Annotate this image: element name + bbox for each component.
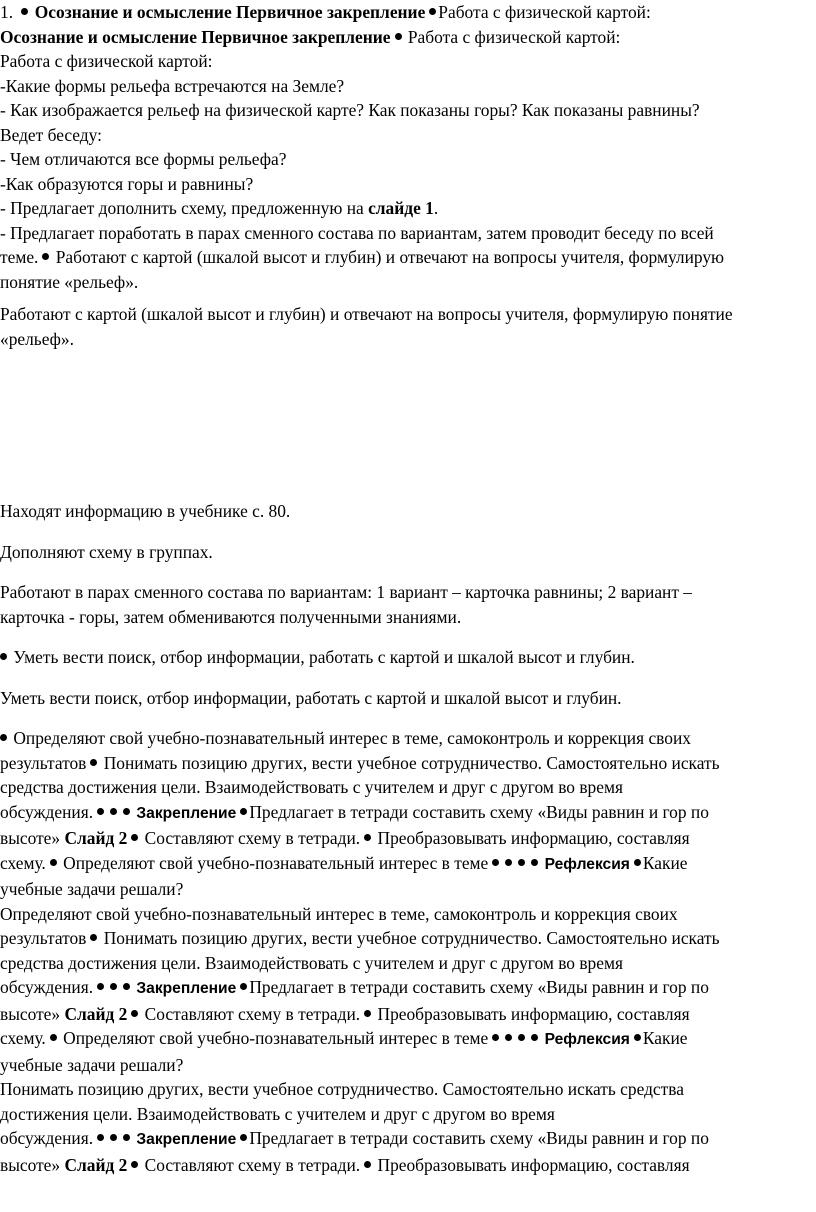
text: Преобразовывать информацию, составляя <box>373 828 690 848</box>
bold-text: Закрепление <box>136 980 237 997</box>
text: Предлагает в тетради составить схему «Виды равнин и гор по <box>249 801 709 822</box>
text: Определяют свой учебно-познавательный интерес в теме, самоконтроль и коррекция своих <box>9 728 691 748</box>
line: Понимать позицию других, вести учебное сотрудничество. Самостоятельно искать средства <box>0 1079 684 1099</box>
bullet-icon <box>505 859 512 866</box>
bullet-icon <box>123 983 130 990</box>
line: Работа с физической картой: <box>0 51 213 71</box>
text: теме. <box>0 247 39 267</box>
line <box>0 1002 808 1027</box>
bullet-icon <box>131 834 138 841</box>
bullet-icon <box>90 934 97 941</box>
line: достижения цели. Взаимодействовать с учителем и друг с другом во время <box>0 1103 555 1124</box>
bullet-icon <box>634 1034 641 1041</box>
text: схему. <box>0 1028 46 1048</box>
bullet-icon <box>97 1134 104 1141</box>
bullet-icon <box>531 1034 538 1041</box>
bold-text: Рефлексия <box>544 1031 630 1048</box>
line: карточка - горы, затем обмениваются полученными знаниями. <box>0 606 462 627</box>
line: средства достижения цели. Взаимодействовать с учителем и друг с другом во время <box>0 952 623 973</box>
text: Предлагает в тетради составить схему «Виды равнин и гор по <box>249 977 709 997</box>
bullet-icon <box>531 859 538 866</box>
bullet-icon <box>123 1134 130 1141</box>
line <box>0 800 808 827</box>
bold-text: Рефлексия <box>544 855 630 873</box>
bullet-icon <box>240 1134 247 1141</box>
bullet-icon <box>395 33 402 40</box>
bullet-icon <box>97 808 104 815</box>
text: Составляют схему в тетради. <box>140 828 361 848</box>
bold-text: Закрепление <box>136 1131 237 1148</box>
text: Определяют свой учебно-познавательный интерес в теме <box>58 852 489 873</box>
line: учебные задачи решали? <box>0 1054 184 1075</box>
text: Предлагает в тетради составить схему «Виды равнин и гор по <box>249 1128 709 1148</box>
bullet-icon <box>50 1034 57 1041</box>
bold-text: Слайд 2 <box>64 1154 128 1175</box>
list-number: 1. <box>0 2 14 22</box>
text: схему. <box>0 852 46 873</box>
bullet-icon <box>518 859 525 866</box>
bullet-icon <box>131 1010 138 1017</box>
line: Уметь вести поиск, отбор информации, работать с картой и шкалой высот и глубин. <box>0 687 622 708</box>
line: -Какие формы рельефа встречаются на Земле? <box>0 75 345 96</box>
bullet-icon <box>492 859 499 866</box>
line <box>0 645 808 670</box>
line: Дополняют схему в группах. <box>0 541 213 562</box>
text: Определяют свой учебно-познавательный интерес в теме <box>58 1028 489 1048</box>
bullet-icon <box>90 759 97 766</box>
bold-text: Слайд 2 <box>64 1003 128 1024</box>
bullet-icon <box>123 808 130 815</box>
line: - Чем отличаются все формы рельефа? <box>0 149 287 169</box>
text: высоте» <box>0 1003 65 1024</box>
line <box>0 245 808 270</box>
bullet-icon <box>240 808 247 815</box>
text: Работа с физической картой: <box>403 26 621 47</box>
line: - Предлагает поработать в парах сменного состава по вариантам, затем проводит беседу по всей <box>0 222 714 243</box>
line <box>0 926 808 951</box>
line <box>0 726 808 751</box>
text: Понимать позицию других, вести учебное сотрудничество. Самостоятельно искать <box>99 928 720 948</box>
text: Преобразовывать информацию, составляя <box>373 1003 690 1024</box>
line: понятие «рельеф». <box>0 271 139 292</box>
bullet-icon <box>492 1034 499 1041</box>
bullet-icon <box>429 8 436 15</box>
text: - Предлагает дополнить схему, предложенную на <box>0 198 369 218</box>
bullet-icon <box>364 1161 371 1168</box>
text: обсуждения. <box>0 977 94 997</box>
bullet-icon <box>364 1010 371 1017</box>
line: Работают в парах сменного состава по вариантам: 1 вариант – карточка равнины; 2 вариант – <box>0 582 692 602</box>
line: Находят информацию в учебнике с. 80. <box>0 501 291 521</box>
line: «рельеф». <box>0 328 74 349</box>
text: высоте» <box>0 828 65 848</box>
line <box>0 751 808 776</box>
line: - Как изображается рельеф на физической карте? Как показаны горы? Как показаны равнины? <box>0 100 700 120</box>
text: . <box>433 198 439 218</box>
text: Работают с картой (шкалой высот и глубин) и отвечают на вопросы учителя, формулирую <box>51 247 725 267</box>
line <box>0 1153 808 1178</box>
text: высоте» <box>0 1154 65 1175</box>
bullet-icon <box>240 983 247 990</box>
text: Уметь вести поиск, отбор информации, работать с картой и шкалой высот и глубин. <box>9 647 635 667</box>
bullet-icon <box>110 808 117 815</box>
line <box>0 196 808 221</box>
bullet-icon <box>110 1134 117 1141</box>
text: обсуждения. <box>0 801 94 822</box>
bullet-icon <box>110 983 117 990</box>
line <box>0 826 808 851</box>
text: результатов <box>0 752 87 773</box>
line: -Как образуются горы и равнины? <box>0 173 254 194</box>
line: Ведет беседу: <box>0 124 102 145</box>
line <box>0 25 808 50</box>
bullet-icon <box>131 1161 138 1168</box>
bullet-icon <box>364 834 371 841</box>
text: Составляют схему в тетради. <box>140 1154 361 1175</box>
text: Составляют схему в тетради. <box>140 1003 361 1024</box>
line: средства достижения цели. Взаимодействовать с учителем и друг с другом во время <box>0 777 623 797</box>
line <box>0 1126 808 1153</box>
bullet-icon <box>505 1034 512 1041</box>
bullet-icon <box>42 253 49 260</box>
text: обсуждения. <box>0 1128 94 1148</box>
bold-text: слайде 1 <box>368 198 434 218</box>
line <box>0 975 808 1002</box>
bold-text: Осознание и осмысление Первичное закрепление <box>34 2 426 22</box>
text: результатов <box>0 928 87 948</box>
line: учебные задачи решали? <box>0 879 184 899</box>
line: Работают с картой (шкалой высот и глубин) и отвечают на вопросы учителя, формулирую понятие <box>0 304 733 324</box>
bold-text: Осознание и осмысление Первичное закрепление <box>0 26 391 47</box>
bullet-icon <box>518 1034 525 1041</box>
bold-text: Слайд 2 <box>64 828 128 848</box>
text: Какие <box>642 852 688 873</box>
bullet-icon <box>97 983 104 990</box>
bullet-icon <box>0 734 7 741</box>
bold-text: Закрепление <box>136 804 237 822</box>
text: Какие <box>642 1028 688 1048</box>
text: Преобразовывать информацию, составляя <box>373 1154 690 1175</box>
text: Понимать позицию других, вести учебное сотрудничество. Самостоятельно искать <box>99 752 720 773</box>
bullet-icon <box>21 8 28 15</box>
bullet-icon <box>0 653 7 660</box>
line <box>0 0 808 25</box>
bullet-icon <box>50 859 57 866</box>
text: Работа с физической картой: <box>438 2 651 22</box>
line <box>0 1026 808 1053</box>
line <box>0 851 808 878</box>
bullet-icon <box>634 859 641 866</box>
line: Определяют свой учебно-познавательный интерес в теме, самоконтроль и коррекция своих <box>0 903 678 924</box>
